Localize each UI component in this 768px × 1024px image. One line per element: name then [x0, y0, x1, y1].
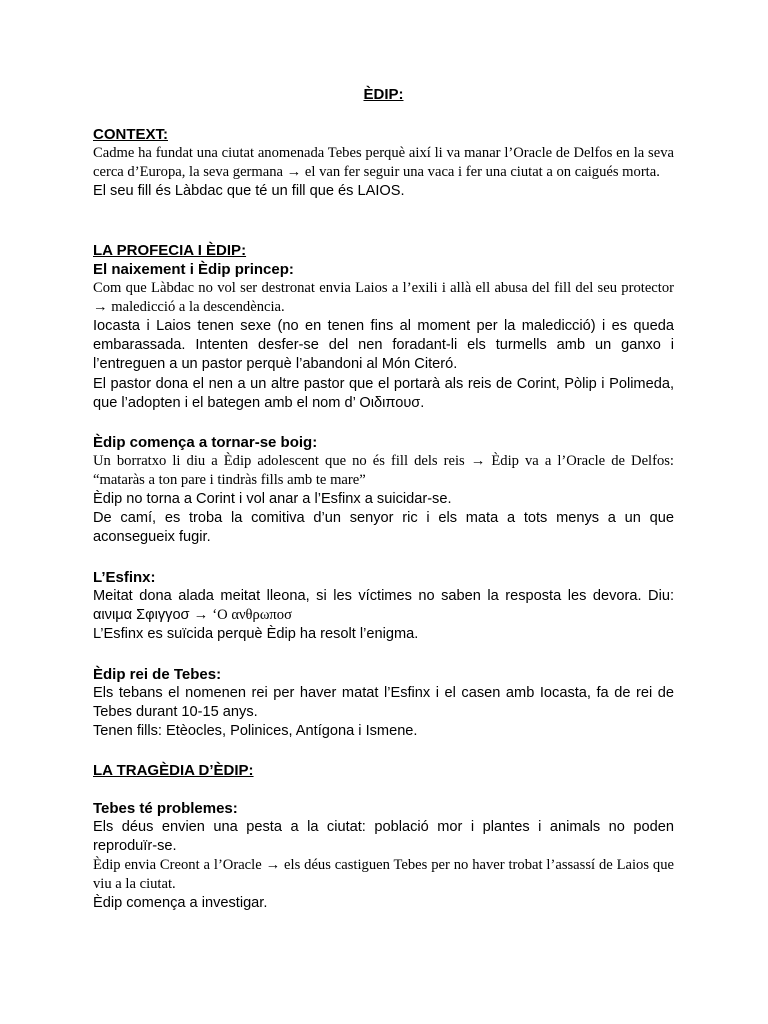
- context-paragraph-2: El seu fill és Làbdac que té un fill que és LAIOS.: [93, 183, 405, 199]
- problemes-paragraph-3: Èdip comença a investigar.: [93, 895, 268, 912]
- boig-paragraph-2: Èdip no torna a Corint i vol anar a l’Esfinx a suicidar-se.: [93, 491, 452, 507]
- boig-paragraph-1: Un borratxo li diu a Èdip adolescent que no és fill dels reis → Èdip va a l’Oracle de Delfos: “mataràs a ton pare i tindràs fills amb te mare”: [93, 453, 674, 488]
- naixement-heading: El naixement i Èdip princep:: [93, 261, 294, 278]
- problemes-section: [93, 799, 674, 914]
- esfinx-heading: L’Esfinx:: [93, 569, 156, 586]
- esfinx-answer: ‘Ο ανθρωποσ: [212, 607, 292, 624]
- document-title: ÈDIP:: [363, 86, 404, 103]
- esfinx-text: Meitat dona alada meitat lleona, si les víctimes no saben la resposta les devora. Diu: αινιμα Σφιγγοσ →: [93, 588, 674, 624]
- boig-heading: Èdip comença a tornar-se boig:: [93, 434, 318, 451]
- naixement-paragraph-3: El pastor dona el nen a un altre pastor que el portarà als reis de Corint, Pòlip i Polimeda, que l’adopten i el bategen amb el nom d’ Οιδιπουσ.: [93, 375, 674, 411]
- profecia-section: [93, 241, 674, 413]
- rei-paragraph-2: Tenen fills: Etèocles, Polinices, Antígona i Ismene.: [93, 723, 418, 740]
- tragedia-heading: LA TRAGÈDIA D’ÈDIP:: [93, 762, 254, 779]
- rei-paragraph-1: Els tebans el nomenen rei per haver matat l’Esfinx i el casen amb Iocasta, fa de rei de Tebes durant 10-15 anys.: [93, 685, 674, 721]
- context-section: [93, 125, 674, 201]
- rei-section: [93, 665, 674, 742]
- problemes-paragraph-2: Èdip envia Creont a l’Oracle → els déus castiguen Tebes per no haver trobat l’assassí de Laios que viu a la ciutat.: [93, 857, 674, 893]
- problemes-heading: Tebes té problemes:: [93, 800, 238, 817]
- esfinx-paragraph-2: L’Esfinx es suïcida perquè Èdip ha resolt l’enigma.: [93, 626, 419, 643]
- problemes-paragraph-1: Els déus envien una pesta a la ciutat: població mor i plantes i animals no poden reproduïr-se.: [93, 819, 674, 855]
- esfinx-section: [93, 568, 674, 645]
- esfinx-paragraph-1: [93, 587, 674, 625]
- tragedia-section: [93, 761, 674, 780]
- boig-section: [93, 433, 674, 548]
- boig-paragraph-3: De camí, es troba la comitiva d’un senyor ric i els mata a tots menys a un que aconsegueix fugir.: [93, 510, 674, 546]
- profecia-heading: LA PROFECIA I ÈDIP:: [93, 242, 247, 259]
- naixement-paragraph-2: Iocasta i Laios tenen sexe (no en tenen fins al moment per la maledicció) i es queda embarassada. Intenten desfer-se del nen foradant-li els turmells amb un ganxo i l’entreguen a un pastor perquè l’abandoni al Món Citeró.: [93, 318, 674, 373]
- context-heading: CONTEXT:: [93, 126, 168, 143]
- rei-heading: Èdip rei de Tebes:: [93, 666, 222, 683]
- context-paragraph-1: Cadme ha fundat una ciutat anomenada Tebes perquè així li va manar l’Oracle de Delfos en la seva cerca d’Europa, la seva germana → el van fer seguir una vaca i fer una ciutat a on caigués morta.: [93, 145, 674, 180]
- naixement-paragraph-1: Com que Làbdac no vol ser destronat envia Laios a l’exili i allà ell abusa del fill del seu protector → maledicció a la descendència.: [93, 280, 674, 315]
